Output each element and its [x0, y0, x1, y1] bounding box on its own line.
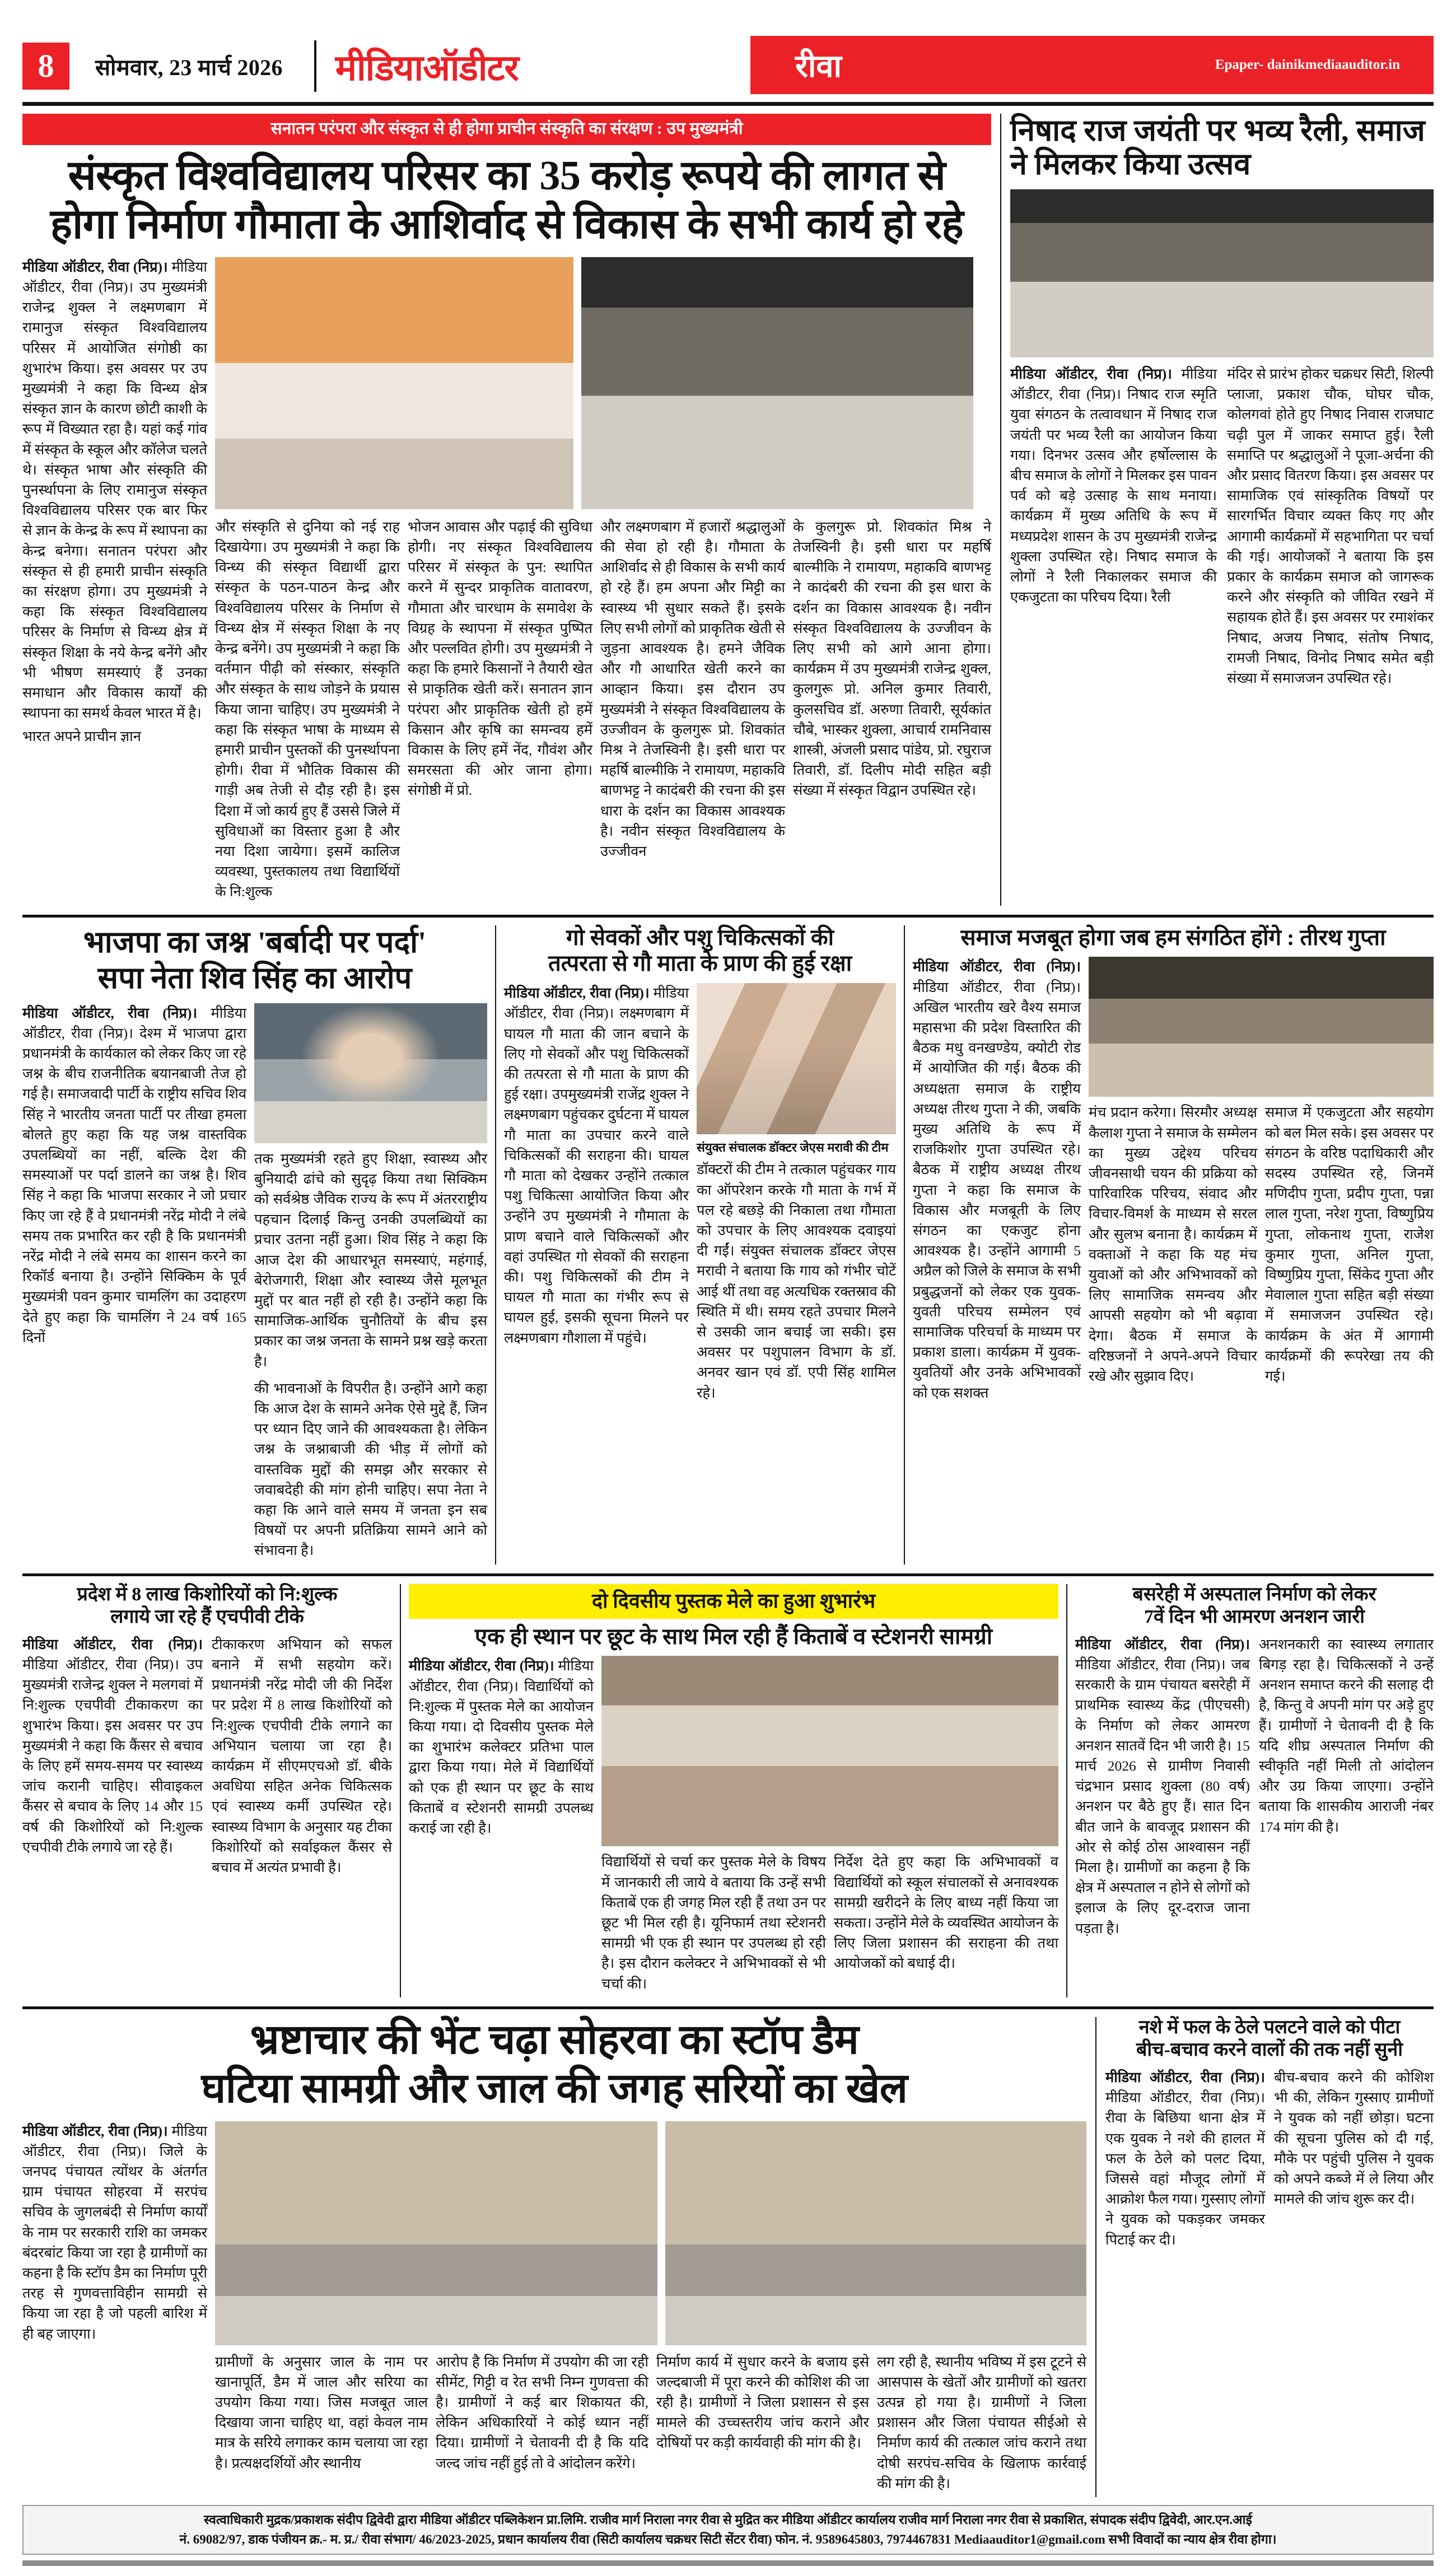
hpv-text-1: मीडिया ऑडीटर, रीवा (निप्र)। उप मुख्यमंत्री राजेन्द्र शुक्ल ने मलगवां में नि:शुल्क एचपीवी टीकाकरण का शुभारंभ किया। इस अवसर पर उप मुख्यमंत्री ने कहा कि कैंसर से बचाव के लिए हमें समय-समय पर स्वास्थ्य जांच करानी चाहिए। सीवाइकल कैंसर से बचाव के लिए 14 और 15 वर्ष की किशोरियों को नि:शुल्क एचपीवी टीके लगाये जा रहे हैं।: [22, 1656, 203, 1855]
basrehi-headline-line1: बसरेही में अस्पताल निर्माण को लेकर: [1132, 1584, 1376, 1605]
column-divider-3: [904, 925, 905, 1564]
column-divider-6: [1095, 2017, 1096, 2497]
lead-col-1: मीडिया ऑडीटर, रीवा (निप्र)। मीडिया ऑडीटर, रीवा (निप्र)। उप मुख्यमंत्री राजेन्द्र शुक्ल ने लक्ष्मणबाग में रामानुज संस्कृत विश्वविद्यालय परिसर में आयोजित संगोष्ठी का शुभारंभ किया। इस अवसर पर उप मुख्यमंत्री ने कहा कि विन्ध्य क्षेत्र संस्कृत ज्ञान के कारण छोटी काशी के रूप में विख्यात रहा है। यहां कई गांव में संस्कृत के स्कूल और कॉलेज चलते थे। संस्कृत भाषा और संस्कृति की पुनर्स्थापना के लिए रामानुज संस्कृत विश्वविद्यालय परिसर एक बार फिर से ज्ञान के केन्द्र के रूप में स्थापना का केन्द्र बनेगा। सनातन परंपरा और संस्कृत से ही हमारी प्राचीन संस्कृति का संरक्षण होगा। उप मुख्यमंत्री ने कहा कि संस्कृत विश्वविद्यालय परिसर के निर्माण से विन्ध्य क्षेत्र में संस्कृत शिक्षा के नये केन्द्र बनेंगे और भी भीषण समस्याएं हैं उनका समाधान और विकास कार्यों की स्थापना का समर्थ केवल भारत में है। भारत अपने प्राचीन ज्ञान: [22, 257, 207, 906]
gau-headline-line1: गो सेवकों और पशु चिकित्सकों की: [566, 924, 834, 950]
basrehi-col-1: मीडिया ऑडीटर, रीवा (निप्र)। मीडिया ऑडीटर, रीवा (निप्र)। जब सरकारी के ग्राम पंचायत बसरेही में प्राथमिक स्वास्थ्य केंद्र (पीएचसी) के निर्माण को लेकर आमरण अनशन सातवें दिन भी जारी है। 15 मार्च 2026 से ग्रामीण निवासी चंद्रभान प्रसाद शुक्ला (80 वर्ष) अनशन पर बैठे हुए हैं। सात दिन बीत जाने के बावजूद प्रशासन की ओर से कोई ठोस आश्वासन नहीं मिला है। ग्रामीणों का कहना है कि क्षेत्र में अस्पताल न होने से लोगों को इलाज के लिए दूर-दराज जाना पड़ता है।: [1075, 1636, 1250, 1936]
nishad-col-1: मीडिया ऑडीटर, रीवा (निप्र)। मीडिया ऑडीटर, रीवा (निप्र)। निषाद राज स्मृति युवा संगठन के तत्वावधान में निषाद राज जयंती पर भव्य रैली का आयोजन किया गया। दिनभर उत्सव और हर्षोल्लास के बीच समाज के लोगों ने मिलकर इस पावन पर्व को बड़े उत्साह के साथ मनाया। कार्यक्रम में मुख्य अतिथि के रूप में मध्यप्रदेश शासन के उप मुख्यमंत्री राजेन्द्र शुक्ला उपस्थित रहे। निषाद समाज के लोगों ने रैली निकालकर समाज की एकजुटता का परिचय दिया। रैली: [1010, 365, 1217, 606]
bookfair-headline: एक ही स्थान पर छूट के साथ मिल रही हैं किताबें व स्टेशनरी सामग्री: [474, 1623, 993, 1649]
lead-col-2: [215, 517, 400, 906]
bookfair-right-column: [601, 1656, 1058, 1997]
lead-photo-column: [215, 257, 991, 906]
basrehi-headline-line2: 7वें दिन भी आमरण अनशन जारी: [1144, 1606, 1365, 1627]
masthead-red-bar: [750, 36, 1434, 94]
bhr-text-4: निर्माण कार्य में सुधार करने के बजाय इसे जल्दबाजी में पूरा करने की कोशिश की जा रही है। ग्रामीणों ने जिला प्रशासन से इस मामले की उच्चस्तरीय जांच कराने और दोषियों पर कड़ी कार्यवाही की मांग की है।: [656, 2353, 869, 2451]
nishad-article: [1010, 114, 1434, 906]
gau-photo: [697, 983, 896, 1134]
footer-bar: [22, 2560, 1434, 2566]
samaj-text-2: मंच प्रदान करेगा। सिरमौर अध्यक्ष कैलाश गुप्ता ने समाज के सम्मेलन का मुख्य उद्देश्य परिचय जीवनसाथी चयन की प्रक्रिया को पारिवारिक परिचय, संवाद और विचार-विमर्श के माध्यम से सरल और सुलभ बनाना है। कार्यक्रम में वक्ताओं ने कहा कि यह मंच युवाओं को और अभिभावकों को लिए सामाजिक समन्वय और आपसी सहयोग को भी बढ़ावा देगा। बैठक में समाज के वरिष्ठजनों ने अपने-अपने विचार रखे और सुझाव दिए।: [1089, 1104, 1257, 1385]
lead-text-1: मीडिया ऑडीटर, रीवा (निप्र)। उप मुख्यमंत्री राजेन्द्र शुक्ल ने लक्ष्मणबाग में रामानुज संस्कृत विश्वविद्यालय परिसर में आयोजित संगोष्ठी का शुभारंभ किया। इस अवसर पर उप मुख्यमंत्री ने कहा कि विन्ध्य क्षेत्र संस्कृत ज्ञान के कारण छोटी काशी के रूप में विख्यात रहा है। यहां कई गांव में संस्कृत के स्कूल और कॉलेज चलते थे। संस्कृत भाषा और संस्कृति की पुनर्स्थापना के लिए रामानुज संस्कृत विश्वविद्यालय परिसर एक बार फिर से ज्ञान के केन्द्र के रूप में स्थापना का केन्द्र बनेगा। सनातन परंपरा और संस्कृत से ही हमारी प्राचीन संस्कृति का संरक्षण होगा। उप मुख्यमंत्री ने कहा कि संस्कृत विश्वविद्यालय परिसर के निर्माण से विन्ध्य क्षेत्र में संस्कृत शिक्षा के नये केन्द्र बनेंगे और भी भीषण समस्याएं हैं उनका समाधान और विकास कार्यों की स्थापना का समर्थ केवल भारत में है।: [22, 258, 208, 721]
section-rule-1: [22, 915, 1434, 918]
nashe-headline-line1: नशे में फल के ठेले पलटने वाले को पीटा: [1138, 2017, 1401, 2038]
bookfair-col-1: मीडिया ऑडीटर, रीवा (निप्र)। मीडिया ऑडीटर, रीवा (निप्र)। विद्यार्थियों को नि:शुल्क में पुस्तक मेले का आयोजन किया गया। दो दिवसीय पुस्तक मेले का शुभारंभ कलेक्टर प्रतिभा पाल द्वारा किया गया। मेले में विद्यार्थियों को एक ही स्थान पर छूट के साथ किताबें व स्टेशनरी सामग्री उपलब्ध कराई जा रही है।: [409, 1657, 594, 1837]
newspaper-page: [0, 32, 1456, 2546]
publication-date: सोमवार, 23 मार्च 2026: [95, 54, 283, 80]
nishad-text-2: मंदिर से प्रारंभ होकर चक्रधर सिटी, शिल्पी प्लाजा, प्रकाश चौक, घोघर चौक, कोलगवां होते हुए निषाद निवास राजघाट चढ़ी पुल में जाकर समाप्त हुई। रैली समाप्ति पर श्रद्धालुओं ने पूजा-अर्चना की और प्रसाद वितरण किया। इस अवसर पर सामाजिक एवं सांस्कृतिक विषयों पर सारगर्भित विचार व्यक्त किए गए और आगामी कार्यक्रमों में सहभागिता पर चर्चा की गई। आयोजकों ने बताया कि इस प्रकार के कार्यक्रम समाज को जागरूक करने और संस्कृति को जीवित रखने में सहायक होते हैं। इस अवसर पर रमाशंकर निषाद, अजय निषाद, संतोष निषाद, रामजी निषाद, विनोद निषाद समेत बड़ी संख्या में समाजजन उपस्थित रहे।: [1227, 365, 1434, 686]
edition-city: रीवा: [795, 49, 842, 84]
bhrashtachar-col-2: [215, 2352, 428, 2497]
basrehi-col-2: [1259, 1634, 1434, 1942]
third-block: [22, 1584, 1434, 1997]
nishad-photo: [1010, 189, 1434, 357]
column-divider-2: [495, 925, 496, 1564]
section-rule-3: [22, 2006, 1434, 2009]
samaj-article: [913, 925, 1434, 1564]
lead-photo-1: [215, 257, 573, 509]
section-rule-2: [22, 1573, 1434, 1576]
nashe-headline-line2: बीच-बचाव करने वालों की तक नहीं सुनी: [1136, 2039, 1403, 2060]
bhrashtachar-article: [22, 2017, 1086, 2497]
lead-col-5: [793, 517, 991, 906]
basrehi-text-1: मीडिया ऑडीटर, रीवा (निप्र)। जब सरकारी के ग्राम पंचायत बसरेही में प्राथमिक स्वास्थ्य केंद्र (पीएचसी) के निर्माण को लेकर आमरण अनशन सातवें दिन भी जारी है। 15 मार्च 2026 से ग्रामीण निवासी चंद्रभान प्रसाद शुक्ला (80 वर्ष) अनशन पर बैठे हुए हैं। सात दिन बीत जाने के बावजूद प्रशासन की ओर से कोई ठोस आश्वासन नहीं मिला है। ग्रामीणों का कहना है कि क्षेत्र में अस्पताल न होने से लोगों को इलाज के लिए दूर-दराज जाना पड़ता है।: [1075, 1656, 1250, 1936]
imprint-line-2: नं. 69082/97, डाक पंजीयन क्र.- म. प्र./ रीवा संभाग/ 46/2023-2025, प्रधान कार्यालय रीवा (सिटी कार्यालय चक्रधर सिटी सेंटर रीवा) फोन. नं. 9589645803, 7974467831 Mediaauditor1@gmail.com सभी विवादों का न्याय क्षेत्र रीवा होगा।: [179, 2532, 1277, 2546]
bhrashtachar-col-1: मीडिया ऑडीटर, रीवा (निप्र)। मीडिया ऑडीटर, रीवा (निप्र)। जिले के जनपद पंचायत त्योंथर के अंतर्गत ग्राम पंचायत सोहरवा में सरपंच सचिव के जुगलबंदी से निर्माण कार्यों के नाम पर सरकारी राशि का जमकर बंदरबांट किया जा रहा है ग्रामीणों का कहना है कि स्टॉप डैम का निर्माण पूरी तरह से गुणवत्ताविहीन सामग्री से किया जा रहा है जो पहली बारिश में ही बह जाएगा।: [22, 2122, 208, 2342]
gau-article: [504, 925, 896, 1564]
bookfair-col-2: [601, 1852, 826, 1997]
bhr-text-1: मीडिया ऑडीटर, रीवा (निप्र)। जिले के जनपद पंचायत त्योंथर के अंतर्गत ग्राम पंचायत सोहरवा में सरपंच सचिव के जुगलबंदी से निर्माण कार्यों के नाम पर सरकारी राशि का जमकर बंदरबांट किया जा रहा है ग्रामीणों का कहना है कि स्टॉप डैम का निर्माण पूरी तरह से गुणवत्ताविहीन सामग्री से किया जा रहा है जो पहली बारिश में ही बह जाएगा।: [22, 2122, 208, 2342]
bhrashtachar-headline-line2: घटिया सामग्री और जाल की जगह सरियों का खेल: [201, 2065, 908, 2112]
nishad-headline: निषाद राज जयंती पर भव्य रैली, समाज ने मिलकर किया उत्सव: [1010, 114, 1425, 181]
bookfair-photo: [601, 1656, 1058, 1846]
hpv-headline-line2: लगाये जा रहे हैं एचपीवी टीके: [110, 1606, 304, 1627]
brand-logo: मीडियाऑडीटर: [335, 48, 519, 88]
bhrashtachar-photo-1: [215, 2121, 657, 2345]
bjp-text-1: मीडिया ऑडीटर, रीवा (निप्र)। देश्म में भाजपा द्वारा प्रधानमंत्री के कार्यकाल को लेकर किए जा रहे जश्न के बीच राजनीतिक बयानबाजी तेज हो गई है। समाजवादी पार्टी के राष्ट्रीय सचिव शिव सिंह ने भारतीय जनता पार्टी पर तीखा हमला बोलते हुए कहा कि यह जश्न वास्तविक उपलब्धियों का नहीं, बल्कि देश की समस्याओं पर पर्दा डालने का जश्न है। शिव सिंह ने कहा कि भाजपा सरकार ने जो प्रचार किए जा रहे हैं वे प्रधानमंत्री नरेंद्र मोदी ने लंबे समय तक प्रभारित कर रही है कि प्रधानमंत्री नरेंद्र मोदी ने लंबे समय का शासन करने का रिकॉर्ड बनाया है। उन्होंने सिक्किम के पूर्व मुख्यमंत्री पवन कुमार चामलिंग का उदाहरण देते हुए कहा कि चामलिंग ने 24 वर्ष 165 दिनों: [22, 1004, 247, 1345]
bhr-text-5: लग रही है, स्थानीय भविष्य में इस टूटने से आसपास के खेतों और ग्रामीणों को खतरा उत्पन्न हो गया है। ग्रामीणों ने जिला प्रशासन और जिला पंचायत सीईओ से निर्माण कार्य की तत्काल जांच कराने तथा दोषी सरपंच-सचिव के खिलाफ कार्रवाई की मांग की है।: [877, 2353, 1086, 2492]
bjp-text-3: की भावनाओं के विपरीत है। उन्होंने आगे कहा कि आज देश के सामने अनेक ऐसे मुद्दे हैं, जिन पर ध्यान दिए जाने की आवश्यकता है। लेकिन जश्न के जश्नाबाजी की भीड़ में लोगों को वास्तविक मुद्दों की समझ और सरकार से जवाबदेही की मांग होनी चाहिए। सपा नेता ने कहा कि आने वाले समय में जनता इन सब विषयों पर अपनी प्रतिक्रिया सामने आने को संभावना है।: [254, 1380, 487, 1559]
bhrashtachar-col-5: [877, 2352, 1086, 2497]
lead-kicker-ribbon: सनातन परंपरा और संस्कृत से ही होगा प्राचीन संस्कृति का संरक्षण : उप मुख्यमंत्री: [22, 114, 991, 145]
basrehi-text-2: अनशनकारी का स्वास्थ्य लगातार बिगड़ रहा है। चिकित्सकों ने उन्हें अनशन समाप्त करने की सलाह दी है, किन्तु वे अपनी मांग पर अड़े हुए हैं। ग्रामीणों ने चेतावनी दी है कि यदि शीघ्र अस्पताल निर्माण की स्वीकृति नहीं मिली तो आंदोलन और उग्र किया जाएगा। उन्होंने बताया कि शासकीय आराजी नंबर 174 मांग की है।: [1259, 1636, 1434, 1835]
imprint-footer: [22, 2505, 1434, 2555]
hpv-col-1: मीडिया ऑडीटर, रीवा (निप्र)। मीडिया ऑडीटर, रीवा (निप्र)। उप मुख्यमंत्री राजेन्द्र शुक्ल ने मलगवां में नि:शुल्क एचपीवी टीकाकरण का शुभारंभ किया। इस अवसर पर उप मुख्यमंत्री ने कहा कि कैंसर से बचाव के लिए हमें समय-समय पर स्वास्थ्य जांच करानी चाहिए। सीवाइकल कैंसर से बचाव के लिए 14 और 15 वर्ष की किशोरियों को नि:शुल्क एचपीवी टीके लगाये जा रहे हैं।: [22, 1636, 203, 1855]
column-divider-4: [400, 1584, 401, 1997]
samaj-col-3: [1265, 1102, 1434, 1390]
column-divider-1: [1000, 114, 1001, 906]
lead-headline-line2: होगा निर्माण गौमाता के आशिर्वाद से विकास के सभी कार्य हो रहे: [50, 201, 964, 248]
bjp-article: [22, 925, 487, 1564]
lead-text-4: और लक्ष्मणबाग में हजारों श्रद्धालुओं की सेवा हो रही है। गौमाता के आशिर्वाद से ही विकास के सभी कार्य हो रहे हैं। हम अपना और मिट्टी का स्वास्थ्य भी सुधार सकते हैं। इसके लिए सभी लोगों को प्राकृतिक खेती से जुड़ना आवश्यक है। हमने जैविक और गौ आधारित खेती करने का आव्हान किया। इस दौरान उप मुख्यमंत्री ने संस्कृत विश्वविद्यालय के उज्जीवन के कुलगुरू प्रो. शिवकांत मिश्र ने तेजस्विनी है। इसी धारा पर महर्षि बाल्मीकि ने रामायण, महाकवि बाणभट्ट ने कादंबरी की रचना की इस धारा के दर्शन का विकास आवश्यक है। नवीन संस्कृत विश्वविद्यालय के उज्जीवन: [600, 518, 785, 859]
bjp-photo: [254, 1003, 487, 1143]
masthead: [22, 32, 1434, 100]
bookfair-article: [409, 1584, 1058, 1997]
hpv-col-2: [212, 1634, 392, 1881]
top-block: [22, 114, 1434, 906]
lead-text-2: और संस्कृति से दुनिया को नई राह दिखायेगा। उप मुख्यमंत्री ने कहा कि विन्ध्य की संस्कृत विद्यार्थी द्वारा संस्कृत के पठन-पाठन केन्द्र और विश्वविद्यालय परिसर के निर्माण से विन्ध्य क्षेत्र में संस्कृत शिक्षा के नए केन्द्र बनेंगे। उप मुख्यमंत्री ने कहा कि वर्तमान पीढ़ी को संस्कार, संस्कृति और संस्कृत के साथ जोड़ने के प्रयास किया जाना चाहिए। उप मुख्यमंत्री ने कहा कि संस्कृत भाषा के माध्यम से हमारी प्राचीन पुस्तकों की पुनर्स्थापना होगी। रीवा में भौतिक विकास की गाड़ी अब तेजी से दौड़ रही है। इस दिशा में जो कार्य हुए हैं उससे जिले में सुविधाओं का विस्तार हुआ है और नया दिशा जायेगा। इसमें कालिज व्यवस्था, पुस्तकालय तथा विद्यार्थियों के नि:शुल्क: [215, 518, 400, 900]
bjp-headline-line1: भाजपा का जश्न 'बर्बादी पर पर्दा': [83, 925, 427, 959]
bhrashtachar-photo-column: [215, 2121, 1086, 2497]
lead-col-4: [600, 517, 785, 906]
bookfair-banner: दो दिवसीय पुस्तक मेले का हुआ शुभारंभ: [409, 1584, 1058, 1619]
samaj-col-2: [1089, 1102, 1257, 1390]
lead-article: [22, 114, 991, 906]
gau-col-1: मीडिया ऑडीटर, रीवा (निप्र)। मीडिया ऑडीटर, रीवा (निप्र)। लक्ष्मणबाग में घायल गौ माता की जान बचाने के लिए गो सेवकों और पशु चिकित्सकों की तत्परता से गौ माता के प्राण की हुई रक्षा। उपमुख्यमंत्री राजेंद्र शुक्ल ने लक्ष्मणबाग पहुंचकर दुर्घटना में घायल गौ माता का उपचार करने वाले चिकित्सकों की सराहना की। घायल गौ माता को देखकर उन्होंने तत्काल पशु चिकित्सा आयोजित किया और उन्होंने उप मुख्यमंत्री ने गौमाता के प्राण बचाने वाले चिकित्सकों और वहां उपस्थित गो सेवकों की सराहना की। पशु चिकित्सकों की टीम ने घायल गौ माता का गंभीर रूप से घायल हुई, इसकी सूचना मिलने पर लक्ष्मणबाग गौशाला में पहुंचे।: [504, 985, 689, 1346]
bhrashtachar-col-3: [436, 2352, 648, 2497]
lead-col-3: [408, 517, 592, 906]
basrehi-article: [1075, 1584, 1434, 1997]
nashe-col-1: मीडिया ऑडीटर, रीवा (निप्र)। मीडिया ऑडीटर, रीवा (निप्र)। रीवा के बिछिया थाना क्षेत्र में एक युवक ने नशे की हालत में फल के ठेले को पलट दिया, जिससे वहां मौजूद लोगों में आक्रोश फैल गया। गुस्साए लोगों ने युवक को पकड़कर जमकर पिटाई कर दी।: [1105, 2069, 1265, 2248]
masthead-rule: [22, 102, 1434, 106]
samaj-text-1: मीडिया ऑडीटर, रीवा (निप्र)। अखिल भारतीय खरे वैश्य समाज महासभा की प्रदेश विस्तारित की बैठक मधु वनखण्डेय, क्योटी रोड में आयोजित की गई। बैठक की अध्यक्षता समाज के राष्ट्रीय अध्यक्ष तीरथ गुप्ता ने की, जबकि मुख्य अतिथि के रूप में राजकिशोर गुप्ता उपस्थित रहे। बैठक में राष्ट्रीय अध्यक्ष तीरथ गुप्ता ने कहा कि समाज के विकास और मजबूती के लिए संगठन का एकजुट होना आवश्यक है। उन्होंने आगामी 5 अप्रैल को जिले के समाज के सभी प्रबुद्धजनों को लेकर एक युवक-युवती परिचय सम्मेलन एवं सामाजिक परिचर्चा के माध्यम पर प्रकाश डाला। कार्यक्रम में युवक-युवतियों और उनके अभिभावकों को एक सशक्त: [913, 979, 1081, 1401]
bhr-text-3: आरोप है कि निर्माण में उपयोग की जा रही सीमेंट, गिट्टी व रेत सभी निम्न गुणवत्ता की है। ग्रामीणों ने कई बार शिकायत की, लेकिन अधिकारियों ने कोई ध्यान नहीं दिया। ग्रामीणों ने चेतावनी दी है कि यदि जल्द जांच नहीं हुई तो वे आंदोलन करेंगे।: [436, 2353, 648, 2471]
lead-text-3: भोजन आवास और पढ़ाई की सुविधा होगी। नए संस्कृत विश्वविद्यालय परिसर में संस्कृत के पुन: स्थापित करने में सुन्दर प्राकृतिक वातावरण, गौमाता और चारधाम के समावेश के विग्रह के स्थापना में संस्कृत पुष्पित और पल्लवित होगी। उप मुख्यमंत्री ने कहा कि हमारे किसानों ने तैयारी खेत से प्राकृतिक खेती करें। सनातन ज्ञान परंपरा और प्राकृतिक खेती हो हमें किसान और कृषि का समन्वय हमें विकास के लिए हमें नेंद, गौवंश और समरसता की ओर जाना होगा। संगोष्ठी में प्रो.: [408, 518, 592, 799]
gau-headline-line2: तत्परता से गौ माता के प्राण की हुई रक्षा: [548, 951, 852, 976]
bottom-block: [22, 2017, 1434, 2497]
gau-text-1: मीडिया ऑडीटर, रीवा (निप्र)। लक्ष्मणबाग में घायल गौ माता की जान बचाने के लिए गो सेवकों और पशु चिकित्सकों की तत्परता से गौ माता के प्राण की हुई रक्षा। उपमुख्यमंत्री राजेंद्र शुक्ल ने लक्ष्मणबाग पहुंचकर दुर्घटना में घायल गौ माता का उपचार करने वाले चिकित्सकों की सराहना की। घायल गौ माता को देखकर उन्होंने तत्काल पशु चिकित्सा आयोजित किया और उन्होंने उप मुख्यमंत्री ने गौमाता के प्राण बचाने वाले चिकित्सकों और वहां उपस्थित गो सेवकों की सराहना की। पशु चिकित्सकों की टीम ने घायल गौ माता का गंभीर रूप से घायल हुई, इसकी सूचना मिलने पर लक्ष्मणबाग गौशाला में पहुंचे।: [504, 985, 689, 1346]
masthead-divider: [314, 40, 316, 92]
bhr-text-2: ग्रामीणों के अनुसार जाल के नाम पर खानापूर्ति, डैम में जाल और सरिया का उपयोग किया गया। जिस मजबूत जाल दिखाया जाना चाहिए था, वहां केवल नाम मात्र के सरिये लगाकर काम चलाया जा रहा है। प्रत्यक्षदर्शियों और स्थानीय: [215, 2353, 428, 2471]
hpv-text-2: टीकाकरण अभियान को सफल बनाने में सभी सहयोग करें। प्रधानमंत्री नरेंद्र मोदी जी की निर्देश पर प्रदेश में 8 लाख किशोरियों को नि:शुल्क एचपीवी टीके लगाने का अभियान चलाया जा रहा है। कार्यक्रम में सीएमएचओ डॉ. बीके अवधिया सहित अनेक चिकित्सक एवं स्वास्थ्य कर्मी उपस्थित रहे। स्वास्थ्य विभाग के अनुसार यह टीका किशोरियों को सर्वाइकल कैंसर से बचाव में अत्यंत प्रभावी है।: [212, 1636, 392, 1875]
second-block: [22, 925, 1434, 1564]
hpv-headline-line1: प्रदेश में 8 लाख किशोरियों को नि:शुल्क: [77, 1584, 338, 1605]
nashe-text-2: बीच-बचाव करने की कोशिश भी की, लेकिन गुस्साए ग्रामीणों ने युवक को नहीं छोड़ा। घटना की सूचना पुलिस को दी गई, मौके पर पहुंची पुलिस ने युवक को अपने कब्जे में ले लिया और मामले की जांच शुरू कर दी।: [1274, 2069, 1434, 2208]
nishad-col-2: [1227, 364, 1434, 692]
hpv-article: [22, 1584, 392, 1997]
bhrashtachar-photo-2: [665, 2121, 1086, 2345]
nashe-article: [1105, 2017, 1434, 2497]
lead-text-1b: भारत अपने प्राचीन ज्ञान: [22, 728, 141, 745]
gau-photo-caption: संयुक्त संचालक डॉक्टर जेएस मरावी की टीम: [697, 1140, 889, 1155]
bjp-col-1: मीडिया ऑडीटर, रीवा (निप्र)। मीडिया ऑडीटर, रीवा (निप्र)। देश्म में भाजपा द्वारा प्रधानमंत्री के कार्यकाल को लेकर किए जा रहे जश्न के बीच राजनीतिक बयानबाजी तेज हो गई है। समाजवादी पार्टी के राष्ट्रीय सचिव शिव सिंह ने भारतीय जनता पार्टी पर तीखा हमला बोलते हुए कहा कि यह जश्न वास्तविक उपलब्धियों का नहीं, बल्कि देश की समस्याओं पर पर्दा डालने का जश्न है। शिव सिंह ने कहा कि भाजपा सरकार ने जो प्रचार किए जा रहे हैं वे प्रधानमंत्री नरेंद्र मोदी ने लंबे समय तक प्रभारित कर रही है कि प्रधानमंत्री नरेंद्र मोदी ने लंबे समय का शासन करने का रिकॉर्ड बनाया है। उन्होंने सिक्किम के पूर्व मुख्यमंत्री पवन कुमार चामलिंग का उदाहरण देते हुए कहा कि चामलिंग ने 24 वर्ष 165 दिनों: [22, 1004, 247, 1345]
nishad-text-1: मीडिया ऑडीटर, रीवा (निप्र)। निषाद राज स्मृति युवा संगठन के तत्वावधान में निषाद राज जयंती पर भव्य रैली का आयोजन किया गया। दिनभर उत्सव और हर्षोल्लास के बीच समाज के लोगों ने मिलकर इस पावन पर्व को बड़े उत्साह के साथ मनाया। कार्यक्रम में मुख्य अतिथि के रूप में मध्यप्रदेश शासन के उप मुख्यमंत्री राजेन्द्र शुक्ला उपस्थित रहे। निषाद समाज के लोगों ने रैली निकालकर समाज की एकजुटता का परिचय दिया। रैली: [1010, 365, 1217, 606]
lead-photo-2: [581, 257, 973, 509]
samaj-headline: समाज मजबूत होगा जब हम संगठित होंगे : तीरथ गुप्ता: [960, 924, 1386, 950]
imprint-line-1: स्वत्वाधिकारी मुद्रक/प्रकाशक संदीप द्विवेदी द्वारा मीडिया ऑडीटर पब्लिकेशन प्रा.लिमि. राजीव मार्ग निराला नगर रीवा से मुद्रित कर मीडिया ऑडीटर कार्यालय राजीव मार्ग निराला नगर रीवा से प्रकाशित, संपादक संदीप द्विवेदी, आर.एन.आई: [204, 2513, 1252, 2527]
gau-right-column: [697, 983, 896, 1407]
bjp-col-3: [254, 1379, 487, 1564]
page-number-badge: 8: [22, 43, 69, 90]
samaj-col-1: मीडिया ऑडीटर, रीवा (निप्र)। मीडिया ऑडीटर, रीवा (निप्र)। अखिल भारतीय खरे वैश्य समाज महासभा की प्रदेश विस्तारित की बैठक मधु वनखण्डेय, क्योटी रोड में आयोजित की गई। बैठक की अध्यक्षता समाज के राष्ट्रीय अध्यक्ष तीरथ गुप्ता ने की, जबकि मुख्य अतिथि के रूप में राजकिशोर गुप्ता उपस्थित रहे। बैठक में राष्ट्रीय अध्यक्ष तीरथ गुप्ता ने कहा कि समाज के विकास और मजबूती के लिए संगठन का एकजुट होना आवश्यक है। उन्होंने आगामी 5 अप्रैल को जिले के समाज के सभी प्रबुद्धजनों को लेकर एक युवक-युवती परिचय सम्मेलन एवं सामाजिक परिचर्चा के माध्यम पर प्रकाश डाला। कार्यक्रम में युवक-युवतियों और उनके अभिभावकों को एक सशक्त: [913, 958, 1081, 1401]
lead-headline-line1: संस्कृत विश्वविद्यालय परिसर का 35 करोड़ रूपये की लागत से: [68, 153, 946, 199]
bjp-text-2: तक मुख्यमंत्री रहते हुए शिक्षा, स्वास्थ्य और बुनियादी ढांचे को सुदृढ़ किया तथा सिक्किम को सर्वश्रेष्ठ जैविक राज्य के रूप में अंतरराष्ट्रीय पहचान दिलाई किन्तु उनकी उपलब्धियों का प्रचार उतना नहीं हुआ। शिव सिंह ने कहा कि आज देश की आधारभूत समस्याएं, महंगाई, बेरोजगारी, शिक्षा और स्वास्थ्य जैसे मूलभूत मुद्दों पर बात नहीं हो रही है। उन्होंने कहा कि सामाजिक-आर्थिक चुनौतियों के बीच इस प्रकार का जश्न जनता के सामने प्रश्न खड़े करता है।: [254, 1150, 487, 1370]
bookfair-col-3: [834, 1852, 1058, 1997]
epaper-url[interactable]: Epaper- dainikmediaauditor.in: [1215, 57, 1400, 72]
bjp-headline-line2: सपा नेता शिव सिंह का आरोप: [97, 961, 412, 995]
lead-text-5: के कुलगुरू प्रो. शिवकांत मिश्र ने तेजस्विनी है। इसी धारा पर महर्षि बाल्मीकि ने रामायण, महाकवि बाणभट्ट ने कादंबरी की रचना की इस धारा के दर्शन का विकास आवश्यक है। नवीन संस्कृत विश्वविद्यालय के उज्जीवन के लिए सभी को आगे आना होगा। कार्यक्रम में उप मुख्यमंत्री राजेन्द्र शुक्ल, कुलगुरू प्रो. अनिल कुमार तिवारी, कुलसचिव डॉ. अरुणा तिवारी, सूर्यकांत चौबे, भास्कर शुक्ला, आचार्य रामनिवास शास्त्री, अंजली प्रसाद पांडेय, प्रो. रघुराज तिवारी, डॉ. दिलीप मोदी सहित बड़ी संख्या में संस्कृत विद्वान उपस्थित रहे।: [793, 518, 991, 799]
bookfair-text-3: निर्देश देते हुए कहा कि अभिभावकों व विद्यार्थियों को स्कूल संचालकों से अनावश्यक सामग्री खरीदने के लिए बाध्य नहीं किया जा सकता। उन्होंने मेले के व्यवस्थित आयोजन के लिए जिला प्रशासन की सराहना की तथा आयोजकों को बधाई दी।: [834, 1854, 1058, 1972]
gau-text-2: डॉक्टरों की टीम ने तत्काल पहुंचकर गाय का ऑपरेशन करके गौ माता के गर्भ में पल रहे बछड़े की निकाला तथा गौमाता को उपचार के लिए आवश्यक दवाइयां दी गईं। संयुक्त संचालक डॉक्टर जेएस मरावी ने बताया कि गाय को गंभीर चोटें आई थीं तथा वह अत्यधिक रक्तस्राव की स्थिति में थी। समय रहते उपचार मिलने से उसकी जान बचाई जा सकी। इस अवसर पर पशुपालन विभाग के डॉ. अनवर खान एवं डॉ. एपी सिंह शामिल रहे।: [697, 1161, 896, 1401]
samaj-text-3: समाज में एकजुटता और सहयोग को बल मिल सके। इस अवसर पर संगठन के वरिष्ठ पदाधिकारी और सदस्य उपस्थित रहे, जिनमें मणिदीप गुप्ता, प्रदीप गुप्ता, पन्ना लाल गुप्ता, नरेश गुप्ता, विष्णुप्रिय गुप्ता, लोकनाथ गुप्ता, राजेश कुमार गुप्ता, अनिल गुप्ता, विष्णुप्रिय गुप्ता, सिंकेद गुप्ता और मेवालाल गुप्ता सहित बड़ी संख्या में समाजजन उपस्थित रहे। कार्यक्रम के अंत में आगामी कार्यक्रमों की रूपरेखा तय की गई।: [1265, 1104, 1434, 1385]
samaj-photo: [1089, 957, 1434, 1097]
bjp-right-column: [254, 1003, 487, 1375]
samaj-right-column: [1089, 957, 1434, 1406]
bhrashtachar-col-4: [656, 2352, 869, 2497]
column-divider-5: [1066, 1584, 1067, 1997]
nashe-text-1: मीडिया ऑडीटर, रीवा (निप्र)। रीवा के बिछिया थाना क्षेत्र में एक युवक ने नशे की हालत में फल के ठेले को पलट दिया, जिससे वहां मौजूद लोगों में आक्रोश फैल गया। गुस्साए लोगों ने युवक को पकड़कर जमकर पिटाई कर दी।: [1105, 2089, 1265, 2248]
bhrashtachar-headline-line1: भ्रष्टाचार की भेंट चढ़ा सोहरवा का स्टॉप डैम: [250, 2017, 859, 2063]
nashe-col-2: [1274, 2067, 1434, 2253]
bookfair-text-1: मीडिया ऑडीटर, रीवा (निप्र)। विद्यार्थियों को नि:शुल्क में पुस्तक मेले का आयोजन किया गया। दो दिवसीय पुस्तक मेले का शुभारंभ कलेक्टर प्रतिभा पाल द्वारा किया गया। मेले में विद्यार्थियों को एक ही स्थान पर छूट के साथ किताबें व स्टेशनरी सामग्री उपलब्ध कराई जा रही है।: [409, 1657, 594, 1837]
bookfair-text-2: विद्यार्थियों से चर्चा कर पुस्तक मेले के विषय में जानकारी ली जाये वे बताया कि उन्हें सभी किताबें एक ही जगह मिल रही हैं तथा उन पर छूट भी मिल रही है। यूनिफार्म तथा स्टेशनरी सामग्री भी एक ही स्थान पर उपलब्ध हो रही है। इस दौरान कलेक्टर ने अभिभावकों से भी चर्चा की।: [601, 1854, 826, 1992]
